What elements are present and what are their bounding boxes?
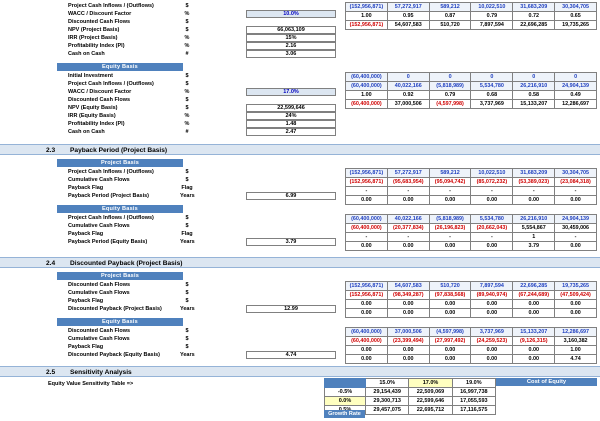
- cell: (152,956,871): [346, 3, 388, 12]
- table-row: [325, 388, 496, 397]
- row-label: Discounted Payback (Equity Basis): [68, 352, 160, 358]
- cell: 17,116,575: [452, 406, 495, 415]
- cell: -: [471, 187, 513, 196]
- row-unit: Years: [180, 193, 195, 199]
- section-header-2-5: [0, 366, 600, 377]
- cell: 24,904,139: [555, 215, 597, 224]
- row-label: Cumulative Cash Flows: [68, 177, 130, 183]
- row-unit: #: [185, 129, 189, 135]
- cell: 3,737,969: [471, 100, 513, 109]
- cell: 510,720: [429, 282, 471, 291]
- cell: 0.00: [471, 300, 513, 309]
- cell: (60,400,000): [346, 328, 388, 337]
- year-grid-2-2-project: [345, 2, 597, 30]
- cell: -: [387, 187, 429, 196]
- cell: (4,597,998): [429, 100, 471, 109]
- row-label: Cumulative Cash Flows: [68, 223, 130, 229]
- cell: 3,737,969: [471, 328, 513, 337]
- table-row: [346, 21, 597, 30]
- table-row: [325, 379, 496, 388]
- cell: -: [429, 233, 471, 242]
- table-row: [346, 187, 597, 196]
- cell: 30,459,006: [555, 224, 597, 233]
- cell: (95,683,954): [387, 178, 429, 187]
- cell: 16,997,738: [452, 388, 495, 397]
- cell: 0.00: [555, 300, 597, 309]
- cell: (60,400,000): [346, 82, 388, 91]
- pi-project-value: 2.16: [246, 42, 336, 50]
- cell: 0.00: [513, 300, 555, 309]
- cell: 0.79: [471, 12, 513, 21]
- cell: 15,133,207: [513, 328, 555, 337]
- table-row: [346, 346, 597, 355]
- cell: 40,022,166: [387, 82, 429, 91]
- cell: 0.00: [429, 300, 471, 309]
- cell: 0: [429, 73, 471, 82]
- row-label: Project Cash Inflows / (Outflows): [68, 215, 154, 221]
- cell: 0.68: [471, 91, 513, 100]
- cell: 29,457,075: [366, 406, 409, 415]
- cell: 4.74: [555, 355, 597, 364]
- cell: -: [346, 187, 388, 196]
- cell: 0.00: [429, 196, 471, 205]
- cell: 22,696,285: [513, 21, 555, 30]
- cell: -: [555, 233, 597, 242]
- cell: 0.00: [346, 196, 388, 205]
- coc-equity-value: 2.47: [246, 128, 336, 136]
- cell: 0.58: [513, 91, 555, 100]
- cell: 57,272,917: [387, 169, 429, 178]
- row-label: Payback Flag: [68, 344, 104, 350]
- cell: 0.95: [387, 12, 429, 21]
- cell: (60,400,000): [346, 337, 388, 346]
- coc-project-value: 3.06: [246, 50, 336, 58]
- cell: 31,683,209: [513, 169, 555, 178]
- row-unit: $: [185, 105, 189, 111]
- row-unit: Years: [180, 239, 195, 245]
- cell: 0.00: [346, 355, 388, 364]
- cell: 0.00: [346, 346, 388, 355]
- section-header-2-3: [0, 144, 600, 155]
- row-label: WACC / Discount Factor: [68, 89, 132, 95]
- cell: (152,956,871): [346, 169, 388, 178]
- cell: 29,300,713: [366, 397, 409, 406]
- cell: (60,400,000): [346, 224, 388, 233]
- row-label: Discounted Payback (Project Basis): [68, 306, 162, 312]
- cell: 0.00: [513, 309, 555, 318]
- row-unit: $: [185, 223, 189, 229]
- cell: (85,072,232): [471, 178, 513, 187]
- cell: 5,534,780: [471, 82, 513, 91]
- cell: 7,897,594: [471, 282, 513, 291]
- cell: 30,304,705: [555, 169, 597, 178]
- row-unit: %: [184, 35, 190, 41]
- row-label: IRR (Project Basis): [68, 35, 118, 41]
- cell: 0.00: [555, 242, 597, 251]
- row-unit: $: [185, 73, 189, 79]
- cell: 0: [471, 73, 513, 82]
- group-header-equity-2-4: Equity Basis: [57, 318, 183, 326]
- cell: 0.00: [387, 309, 429, 318]
- cell: 30,304,705: [555, 3, 597, 12]
- cell: 1.00: [346, 91, 388, 100]
- cell: 19,735,265: [555, 282, 597, 291]
- cell: 54,607,583: [387, 21, 429, 30]
- table-row: [346, 355, 597, 364]
- table-row: [346, 291, 597, 300]
- cell: 0.00: [387, 355, 429, 364]
- cell: 0: [387, 73, 429, 82]
- section-number: 2.3: [46, 147, 56, 154]
- table-row: [346, 233, 597, 242]
- row-label: Payback Period (Project Basis): [68, 193, 150, 199]
- cell: 0.00: [471, 242, 513, 251]
- cell: 0.65: [555, 12, 597, 21]
- table-row: [346, 242, 597, 251]
- cell: 26,216,910: [513, 215, 555, 224]
- row-unit: $: [185, 27, 189, 33]
- row-unit: Years: [180, 306, 195, 312]
- row-unit: $: [185, 169, 189, 175]
- irr-equity-value: 24%: [246, 112, 336, 120]
- sensitivity-row-header-selected: 0.0%: [325, 397, 366, 406]
- cell: (5,818,989): [429, 215, 471, 224]
- table-row: [346, 12, 597, 21]
- row-unit: $: [185, 328, 189, 334]
- row-unit: Flag: [181, 185, 193, 191]
- cell: (26,196,823): [429, 224, 471, 233]
- year-grid-2-2-equity: [345, 72, 597, 109]
- cell: 0: [555, 73, 597, 82]
- irr-project-value: 15%: [246, 34, 336, 42]
- cell: (67,244,689): [513, 291, 555, 300]
- row-label: WACC / Discount Factor: [68, 11, 132, 17]
- cell: 15,133,207: [513, 100, 555, 109]
- cell: (97,838,568): [429, 291, 471, 300]
- cell: -: [346, 233, 388, 242]
- cell: (60,400,000): [346, 215, 388, 224]
- cell: 12,286,697: [555, 328, 597, 337]
- row-unit: %: [184, 11, 190, 17]
- cell: 3,160,382: [555, 337, 597, 346]
- cell: 1: [513, 233, 555, 242]
- row-unit: Years: [180, 352, 195, 358]
- table-row: [346, 100, 597, 109]
- row-unit: $: [185, 3, 189, 9]
- cell: 26,216,910: [513, 82, 555, 91]
- row-unit: $: [185, 19, 189, 25]
- cell: -: [429, 187, 471, 196]
- cell: 3.79: [513, 242, 555, 251]
- row-unit: $: [185, 215, 189, 221]
- cell: 0.00: [471, 346, 513, 355]
- group-header-project-2-4: Project Basis: [57, 272, 183, 280]
- row-label: Payback Flag: [68, 231, 104, 237]
- section-title: Sensitivity Analysis: [70, 369, 132, 376]
- cell: (152,956,871): [346, 291, 388, 300]
- cell: 22,696,285: [513, 282, 555, 291]
- cell: 29,154,439: [366, 388, 409, 397]
- cell: (95,094,742): [429, 178, 471, 187]
- row-label: Payback Flag: [68, 185, 104, 191]
- table-row: [346, 196, 597, 205]
- row-label: Discounted Cash Flows: [68, 282, 131, 288]
- group-header-equity-2-2: Equity Basis: [57, 63, 183, 71]
- row-unit: $: [185, 298, 189, 304]
- sensitivity-col-header: 19.0%: [452, 379, 495, 388]
- table-row: [346, 91, 597, 100]
- cell: 40,022,166: [387, 215, 429, 224]
- cell: 0.00: [429, 346, 471, 355]
- cell: 24,904,139: [555, 82, 597, 91]
- sensitivity-row-header: -0.5%: [325, 388, 366, 397]
- cell: 589,212: [429, 169, 471, 178]
- group-header-equity-2-3: Equity Basis: [57, 205, 183, 213]
- table-row: [346, 328, 597, 337]
- cell: 12,286,697: [555, 100, 597, 109]
- table-row: [346, 73, 597, 82]
- cell: -: [471, 233, 513, 242]
- discounted-payback-equity-value: 4.74: [246, 351, 336, 359]
- cell: 0: [513, 73, 555, 82]
- cell: 31,683,209: [513, 3, 555, 12]
- row-label: Profitability Index (PI): [68, 43, 125, 49]
- row-unit: %: [184, 43, 190, 49]
- cell: 22,695,712: [409, 406, 452, 415]
- cell: (9,126,315): [513, 337, 555, 346]
- cell: 22,509,069: [409, 388, 452, 397]
- cell: (152,956,871): [346, 21, 388, 30]
- year-grid-2-4-equity: [345, 327, 597, 364]
- table-row: [346, 300, 597, 309]
- cell: (152,956,871): [346, 178, 388, 187]
- row-unit: #: [185, 51, 189, 57]
- cell: 0.00: [346, 309, 388, 318]
- cell: 0.87: [429, 12, 471, 21]
- row-label: Payback Period (Equity Basis): [68, 239, 148, 245]
- cell: 0.00: [555, 196, 597, 205]
- table-row: [346, 3, 597, 12]
- row-unit: $: [185, 282, 189, 288]
- sensitivity-table-caption: Equity Value Sensitivity Table =>: [48, 381, 134, 387]
- cell: (47,509,424): [555, 291, 597, 300]
- cell: 10,022,510: [471, 3, 513, 12]
- row-label: NPV (Project Basis): [68, 27, 120, 33]
- cell: (98,349,287): [387, 291, 429, 300]
- year-grid-2-3-project: [345, 168, 597, 205]
- cost-of-equity-axis-label: Cost of Equity: [496, 378, 597, 386]
- discounted-payback-project-value: 12.99: [246, 305, 336, 313]
- cell: (20,377,834): [387, 224, 429, 233]
- row-label: Discounted Cash Flows: [68, 19, 131, 25]
- cell: 0.00: [513, 196, 555, 205]
- cell: 54,607,583: [387, 282, 429, 291]
- row-unit: $: [185, 336, 189, 342]
- row-unit: $: [185, 290, 189, 296]
- section-number: 2.5: [46, 369, 56, 376]
- cell: (20,662,043): [471, 224, 513, 233]
- cell: 0.00: [429, 309, 471, 318]
- cell: 5,554,867: [513, 224, 555, 233]
- npv-project-value: 66,063,109: [246, 26, 336, 34]
- cell: 0.79: [429, 91, 471, 100]
- cell: 0.00: [513, 346, 555, 355]
- row-unit: %: [184, 121, 190, 127]
- section-title: Payback Period (Project Basis): [70, 147, 168, 154]
- cell: (89,940,974): [471, 291, 513, 300]
- cell: -: [513, 187, 555, 196]
- row-unit: $: [185, 81, 189, 87]
- cell: (53,389,023): [513, 178, 555, 187]
- growth-rate-axis-label: Growth Rate: [324, 410, 365, 418]
- section-number: 2.4: [46, 260, 56, 267]
- cell: 0.00: [387, 242, 429, 251]
- wacc-input-project[interactable]: 10.0%: [246, 10, 336, 18]
- cell: -: [555, 187, 597, 196]
- row-label: Project Cash Inflows / (Outflows): [68, 3, 154, 9]
- row-label: Cash on Cash: [68, 51, 105, 57]
- row-label: Discounted Cash Flows: [68, 328, 131, 334]
- cell: 1.00: [346, 12, 388, 21]
- table-row: [346, 282, 597, 291]
- table-row: [325, 397, 496, 406]
- cell: (23,084,318): [555, 178, 597, 187]
- row-label: Initial Investment: [68, 73, 113, 79]
- cell: 19,735,265: [555, 21, 597, 30]
- section-title: Discounted Payback (Project Basis): [70, 260, 183, 267]
- cell: 37,000,506: [387, 100, 429, 109]
- cell: 0.72: [513, 12, 555, 21]
- year-grid-2-3-equity: [345, 214, 597, 251]
- cell: (152,956,871): [346, 282, 388, 291]
- cell: 0.49: [555, 91, 597, 100]
- cell: (60,400,000): [346, 100, 388, 109]
- row-label: Discounted Cash Flows: [68, 97, 131, 103]
- cell: 0.00: [387, 196, 429, 205]
- pi-equity-value: 1.48: [246, 120, 336, 128]
- row-unit: %: [184, 113, 190, 119]
- row-label: Project Cash Inflows / (Outflows): [68, 169, 154, 175]
- row-label: IRR (Equity Basis): [68, 113, 116, 119]
- row-unit: %: [184, 89, 190, 95]
- cell: 0.92: [387, 91, 429, 100]
- row-label: Profitability Index (PI): [68, 121, 125, 127]
- year-grid-2-4-project: [345, 281, 597, 318]
- payback-period-equity-value: 3.79: [246, 238, 336, 246]
- cell: -: [387, 233, 429, 242]
- cell: (24,259,523): [471, 337, 513, 346]
- cell: 22,599,646: [409, 397, 452, 406]
- cell: 37,000,506: [387, 328, 429, 337]
- sensitivity-col-header: 15.0%: [366, 379, 409, 388]
- cell: 0.00: [471, 355, 513, 364]
- table-row: [346, 169, 597, 178]
- cell: 0.00: [346, 242, 388, 251]
- row-label: Payback Flag: [68, 298, 104, 304]
- cell: 0.00: [429, 355, 471, 364]
- cell: 10,022,510: [471, 169, 513, 178]
- cell: 1.00: [555, 346, 597, 355]
- cell: (5,818,989): [429, 82, 471, 91]
- cell: 0.00: [555, 309, 597, 318]
- section-header-2-4: [0, 257, 600, 268]
- cell: 0.00: [429, 242, 471, 251]
- row-unit: Flag: [181, 231, 193, 237]
- cell: (60,400,000): [346, 73, 388, 82]
- cell: 0.00: [471, 309, 513, 318]
- cell: (4,597,998): [429, 328, 471, 337]
- row-label: Project Cash Inflows / (Outflows): [68, 81, 154, 87]
- cell: 510,720: [429, 21, 471, 30]
- group-header-project-2-3: Project Basis: [57, 159, 183, 167]
- cell: 0.00: [387, 300, 429, 309]
- table-row: [346, 337, 597, 346]
- cell: 0.00: [513, 355, 555, 364]
- table-row: [346, 178, 597, 187]
- table-row: [346, 309, 597, 318]
- cell: 0.00: [471, 196, 513, 205]
- wacc-input-equity[interactable]: 17.0%: [246, 88, 336, 96]
- cell: 5,534,780: [471, 215, 513, 224]
- row-label: Cumulative Cash Flows: [68, 336, 130, 342]
- cell: 17,055,593: [452, 397, 495, 406]
- table-row: [346, 224, 597, 233]
- cell: 57,272,917: [387, 3, 429, 12]
- cell: (27,997,492): [429, 337, 471, 346]
- cell: 7,897,594: [471, 21, 513, 30]
- row-unit: $: [185, 344, 189, 350]
- sensitivity-col-header-selected: 17.0%: [409, 379, 452, 388]
- row-label: Cumulative Cash Flows: [68, 290, 130, 296]
- cell: (23,399,494): [387, 337, 429, 346]
- npv-equity-value: 22,599,646: [246, 104, 336, 112]
- cell: 589,212: [429, 3, 471, 12]
- table-row: [346, 82, 597, 91]
- table-row: [346, 215, 597, 224]
- row-unit: $: [185, 97, 189, 103]
- cell: 0.00: [387, 346, 429, 355]
- sensitivity-corner: [325, 379, 366, 388]
- row-unit: $: [185, 177, 189, 183]
- cell: 0.00: [346, 300, 388, 309]
- row-label: Cash on Cash: [68, 129, 105, 135]
- payback-period-project-value: 6.99: [246, 192, 336, 200]
- row-label: NPV (Equity Basis): [68, 105, 118, 111]
